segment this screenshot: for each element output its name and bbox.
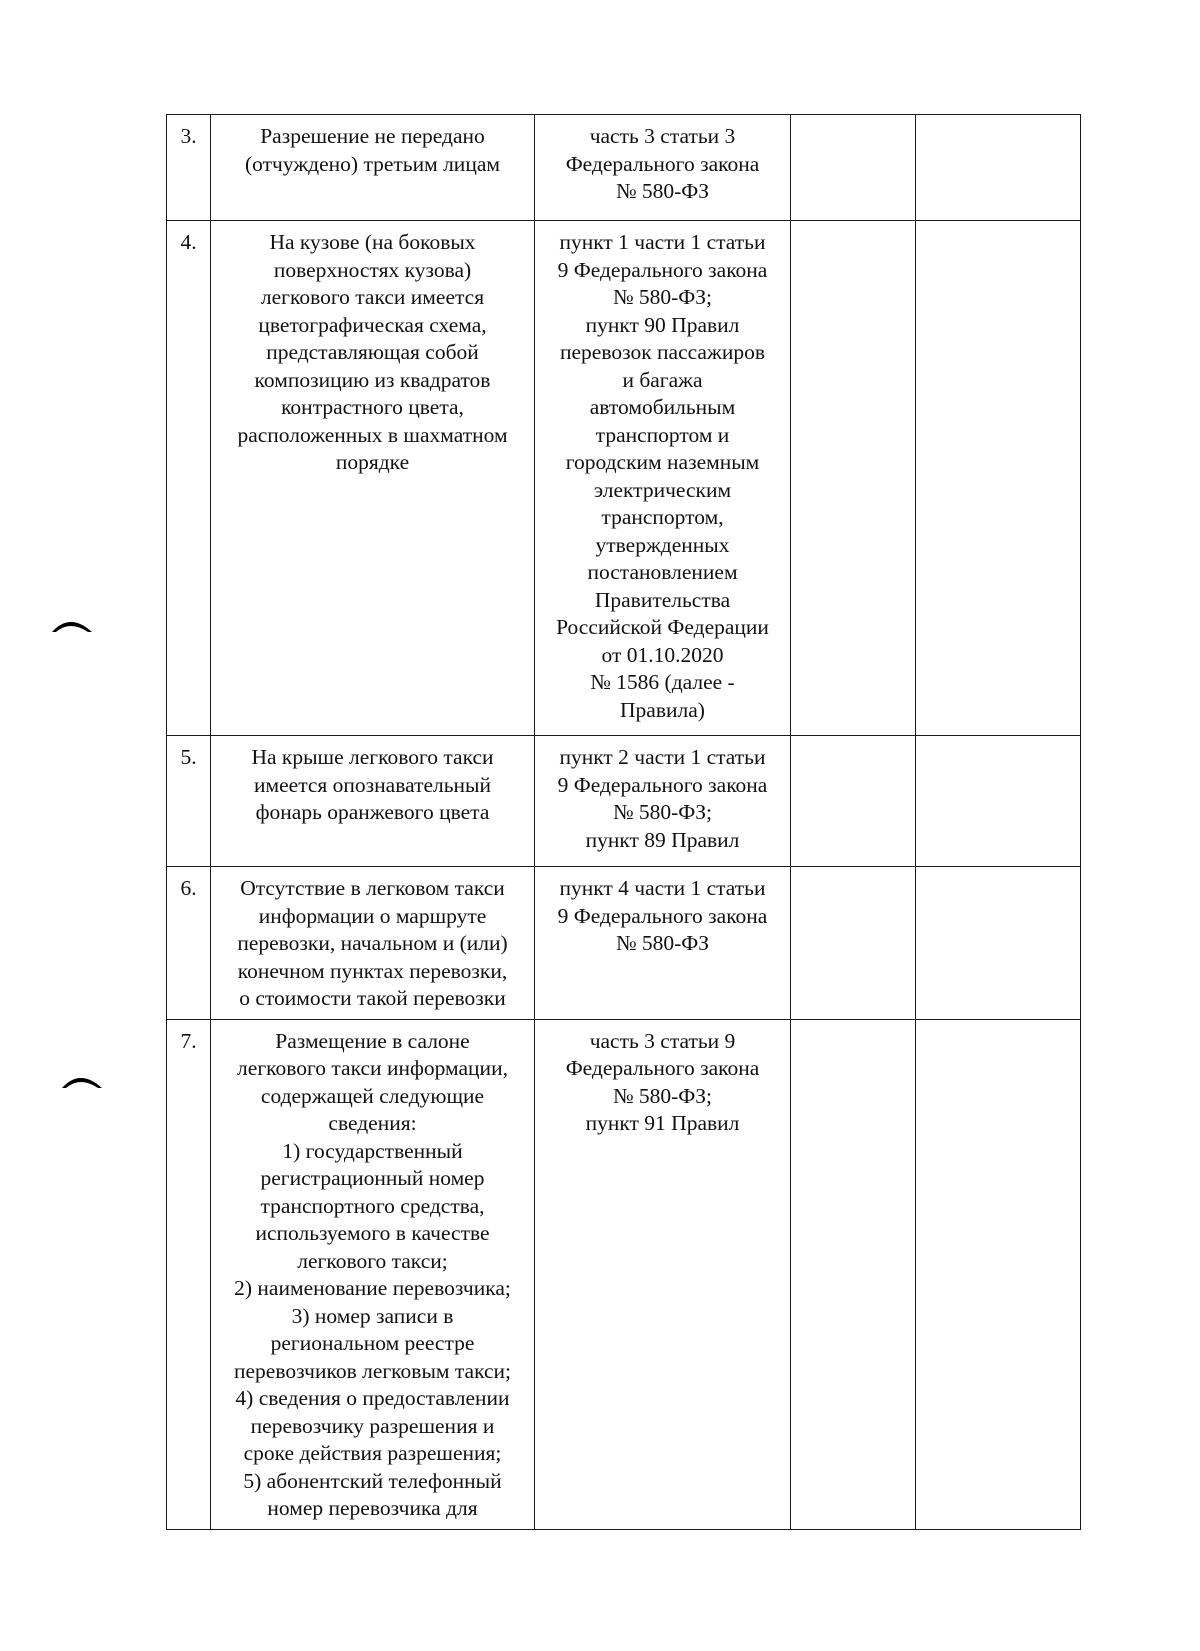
requirement-line: транспортного средства,	[260, 1193, 485, 1218]
requirement-line: региональном реестре	[270, 1331, 475, 1355]
legal-basis-line: пункт 89 Правил	[585, 827, 740, 852]
table-row	[167, 867, 1081, 1020]
legal-basis-cell	[535, 115, 791, 221]
requirement-line: порядке	[335, 450, 410, 474]
requirement-line: 5) абонентский телефонный	[243, 1468, 502, 1493]
legal-basis-line: пункт 4 части 1 статьи	[559, 876, 766, 900]
empty-cell	[791, 115, 916, 221]
requirement-line: представляющая собой	[266, 340, 479, 364]
requirement-line: легкового такси имеется	[260, 285, 485, 309]
requirement-line: На крыше легкового такси	[251, 745, 494, 769]
table-row	[167, 221, 1081, 736]
legal-basis-line: часть 3 статьи 3	[589, 124, 736, 148]
row-number: 7.	[167, 1019, 211, 1529]
row-number: 6.	[167, 867, 211, 1020]
legal-basis-line: утвержденных	[595, 532, 730, 557]
legal-basis-line: № 580-ФЗ	[615, 179, 710, 203]
requirement-line: легкового такси;	[297, 1248, 448, 1273]
empty-cell	[791, 1019, 916, 1529]
requirement-line: легкового такси информации,	[237, 1056, 508, 1080]
legal-basis-line: Федерального закона	[565, 151, 760, 176]
legal-basis-line: Правила)	[620, 697, 705, 722]
requirement-line: используемого в качестве	[255, 1221, 490, 1245]
requirement-cell	[211, 1019, 535, 1529]
legal-basis-line: 9 Федерального закона	[557, 257, 768, 282]
legal-basis-line: транспортом,	[601, 505, 724, 529]
punch-hole-mark	[50, 612, 94, 634]
requirement-line: 2) наименование перевозчика;	[234, 1276, 511, 1300]
empty-cell	[916, 115, 1081, 221]
requirement-line: Размещение в салоне	[275, 1028, 470, 1053]
requirement-line: перевозчиков легковым такси;	[233, 1358, 511, 1383]
requirement-line: перевозчику разрешения и	[250, 1413, 495, 1438]
table-row	[167, 115, 1081, 221]
requirement-cell	[211, 115, 535, 221]
legal-basis-line: 9 Федерального закона	[557, 903, 768, 928]
requirement-line: сроке действия разрешения;	[243, 1441, 502, 1465]
legal-basis-line: Правительства	[594, 587, 731, 612]
row-number: 3.	[167, 115, 211, 221]
requirement-line: расположенных в шахматном	[237, 422, 508, 447]
table-row	[167, 1019, 1081, 1529]
legal-basis-line: постановлением	[587, 560, 738, 584]
punch-hole-mark	[60, 1068, 104, 1090]
legal-basis-line: городским наземным	[565, 450, 760, 474]
requirement-line: о стоимости такой перевозки	[239, 986, 506, 1010]
legal-basis-line: № 580-ФЗ;	[612, 285, 713, 309]
requirement-line: На кузове (на боковых	[269, 230, 476, 254]
empty-cell	[791, 867, 916, 1020]
requirement-line: поверхностях кузова)	[273, 257, 472, 282]
requirement-line: информации о маршруте	[258, 903, 487, 928]
legal-basis-line: 9 Федерального закона	[557, 772, 768, 797]
requirement-line: контрастного цвета,	[281, 395, 464, 419]
empty-cell	[791, 221, 916, 736]
legal-basis-cell	[535, 867, 791, 1020]
requirement-line: номер перевозчика для	[267, 1496, 478, 1520]
legal-basis-line: Российской Федерации	[556, 615, 769, 639]
legal-basis-line: транспортом и	[595, 422, 730, 447]
checklist-table	[166, 114, 1081, 1530]
legal-basis-line: электрическим	[593, 477, 732, 502]
requirement-line: сведения:	[328, 1111, 417, 1135]
requirement-cell	[211, 867, 535, 1020]
table-row	[167, 736, 1081, 867]
legal-basis-line: перевозок пассажиров	[560, 340, 765, 364]
legal-basis-line: пункт 91 Правил	[585, 1111, 740, 1135]
requirement-line: 4) сведения о предоставлении	[235, 1386, 510, 1410]
legal-basis-line: Федерального закона	[565, 1056, 760, 1080]
requirement-line: цветографическая схема,	[258, 312, 487, 337]
legal-basis-line: часть 3 статьи 9	[589, 1028, 736, 1053]
empty-cell	[916, 867, 1081, 1020]
row-number: 5.	[167, 736, 211, 867]
legal-basis-cell	[535, 1019, 791, 1529]
legal-basis-line: № 1586 (далее -	[590, 670, 735, 694]
legal-basis-line: № 580-ФЗ;	[612, 1083, 713, 1108]
empty-cell	[916, 736, 1081, 867]
legal-basis-cell	[535, 221, 791, 736]
requirement-cell	[211, 736, 535, 867]
empty-cell	[916, 1019, 1081, 1529]
legal-basis-line: и багажа	[622, 367, 703, 392]
requirement-line: (отчуждено) третьим лицам	[245, 151, 500, 176]
requirement-line: содержащей следующие	[260, 1083, 485, 1108]
requirement-line: 1) государственный	[282, 1138, 463, 1163]
legal-basis-line: № 580-ФЗ;	[612, 800, 713, 824]
empty-cell	[916, 221, 1081, 736]
requirement-line: имеется опознавательный	[254, 772, 491, 797]
legal-basis-line: от 01.10.2020	[601, 642, 724, 667]
row-number: 4.	[167, 221, 211, 736]
requirement-line: Отсутствие в легковом такси	[240, 876, 505, 900]
legal-basis-line: пункт 1 части 1 статьи	[559, 230, 766, 254]
legal-basis-cell	[535, 736, 791, 867]
requirement-line: композицию из квадратов	[254, 367, 491, 392]
requirement-line: конечном пунктах перевозки,	[237, 958, 508, 983]
legal-basis-line: пункт 2 части 1 статьи	[559, 745, 766, 769]
table-body	[167, 115, 1081, 1530]
requirement-line: перевозки, начальном и (или)	[237, 931, 508, 955]
requirement-line: регистрационный номер	[260, 1166, 485, 1190]
legal-basis-line: № 580-ФЗ	[615, 931, 710, 955]
requirement-line: 3) номер записи в	[291, 1303, 454, 1328]
legal-basis-line: автомобильным	[589, 395, 736, 419]
legal-basis-line: пункт 90 Правил	[585, 312, 740, 337]
requirement-line: Разрешение не передано	[260, 124, 485, 148]
requirement-cell	[211, 221, 535, 736]
requirement-line: фонарь оранжевого цвета	[255, 800, 490, 824]
empty-cell	[791, 736, 916, 867]
